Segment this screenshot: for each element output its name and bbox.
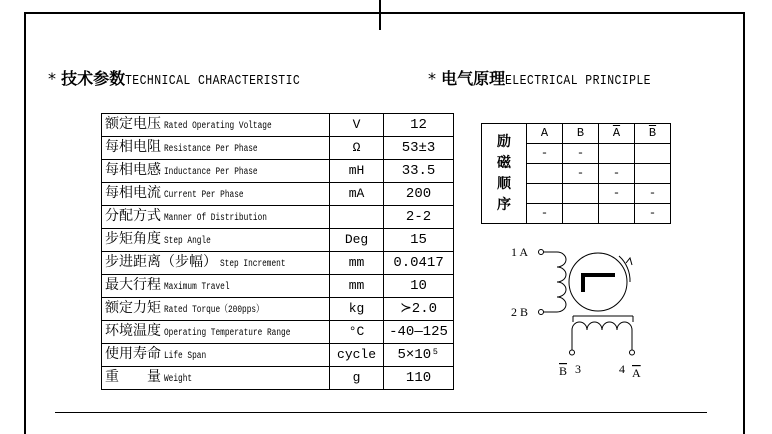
spec-value: 0.0417 xyxy=(384,252,454,275)
spec-name xyxy=(102,206,330,229)
sequence-cell xyxy=(599,204,635,224)
spec-row xyxy=(102,344,454,367)
spec-value: -40—125 xyxy=(384,321,454,344)
spec-name-en: Manner Of Distribution xyxy=(164,213,267,224)
terminal-4-num: 4 xyxy=(619,362,625,376)
sequence-cell xyxy=(563,184,599,204)
sequence-header: $\overline{A}$ xyxy=(599,124,635,144)
spec-table xyxy=(101,113,454,390)
spec-value: ≻2.0 xyxy=(384,298,454,321)
spec-name xyxy=(102,114,330,137)
spec-name-en: Current Per Phase xyxy=(164,190,244,201)
spec-value: 15 xyxy=(384,229,454,252)
technical-heading-en: TECHNICAL CHARACTERISTIC xyxy=(125,73,301,89)
sequence-label-char: 磁 xyxy=(497,154,511,171)
sequence-cell xyxy=(599,144,635,164)
sequence-header-row xyxy=(482,124,671,144)
terminal-3-bar-label: B xyxy=(559,364,568,378)
terminal-1-dot xyxy=(539,250,544,255)
spec-name-cn: 步矩角度 xyxy=(105,231,161,247)
technical-heading-cn: 技术参数 xyxy=(61,69,126,88)
sequence-cell: - xyxy=(635,184,671,204)
sequence-header: B xyxy=(563,124,599,144)
spec-name-cn: 最大行程 xyxy=(105,277,161,293)
sequence-cell: - xyxy=(635,204,671,224)
sequence-cell xyxy=(563,204,599,224)
spec-unit: °C xyxy=(330,321,384,344)
sequence-label-char: 顺 xyxy=(497,175,511,192)
sequence-cell xyxy=(635,164,671,184)
spec-name-cn: 每相电阻 xyxy=(105,139,161,155)
spec-name-cn: 额定力矩 xyxy=(105,300,161,316)
spec-name-cn: 分配方式 xyxy=(105,208,161,224)
spec-value: 2-2 xyxy=(384,206,454,229)
spec-name xyxy=(102,344,330,367)
spec-row xyxy=(102,298,454,321)
spec-name-en: Step Angle xyxy=(164,236,211,247)
wiring-diagram xyxy=(495,238,665,388)
spec-unit: cycle xyxy=(330,344,384,367)
terminal-2-label: 2 B xyxy=(511,305,529,319)
spec-unit: mA xyxy=(330,183,384,206)
terminal-4-bar-label: A xyxy=(632,366,641,380)
excitation-sequence-table xyxy=(481,123,671,224)
sequence-cell: - xyxy=(599,184,635,204)
spec-name-cn: 重 量 xyxy=(105,369,161,385)
spec-name-cn: 环境温度 xyxy=(105,323,161,339)
technical-heading xyxy=(48,66,339,89)
spec-name xyxy=(102,229,330,252)
sequence-cell xyxy=(527,164,563,184)
spec-value: 12 xyxy=(384,114,454,137)
spec-name-cn: 每相电感 xyxy=(105,162,161,178)
spec-name xyxy=(102,298,330,321)
sequence-cell: - xyxy=(527,144,563,164)
spec-unit: mH xyxy=(330,160,384,183)
spec-value: 200 xyxy=(384,183,454,206)
spec-unit: Deg xyxy=(330,229,384,252)
spec-row xyxy=(102,367,454,390)
spec-name xyxy=(102,321,330,344)
spec-name-en: Rated Operating Voltage xyxy=(164,121,272,132)
spec-unit: kg xyxy=(330,298,384,321)
coil-a xyxy=(544,252,567,312)
bottom-rule xyxy=(55,412,707,413)
spec-unit: g xyxy=(330,367,384,390)
sequence-cell xyxy=(527,184,563,204)
principle-heading-en: ELECTRICAL PRINCIPLE xyxy=(505,73,652,89)
spec-name xyxy=(102,137,330,160)
terminal-1-label: 1 A xyxy=(511,245,529,259)
bullet-mark: * xyxy=(48,69,56,88)
sequence-cell: - xyxy=(599,164,635,184)
sequence-cell: - xyxy=(527,204,563,224)
frame-top-tick xyxy=(379,0,381,30)
spec-name xyxy=(102,252,330,275)
spec-value: 10 xyxy=(384,275,454,298)
principle-heading-cn: 电气原理 xyxy=(441,69,506,88)
spec-name-en: Step Increment xyxy=(220,259,286,270)
spec-name-en: Rated Torque（200pps） xyxy=(164,305,264,316)
spec-name-en: Resistance Per Phase xyxy=(164,144,258,155)
spec-name xyxy=(102,367,330,390)
spec-value: 110 xyxy=(384,367,454,390)
terminal-3-dot xyxy=(570,350,575,355)
sequence-cell: - xyxy=(563,144,599,164)
spec-value: 5×10⁵ xyxy=(384,344,454,367)
spec-row xyxy=(102,137,454,160)
sequence-cell xyxy=(635,144,671,164)
principle-heading xyxy=(428,66,683,89)
terminal-3-num: 3 xyxy=(575,362,581,376)
spec-row xyxy=(102,114,454,137)
spec-unit xyxy=(330,206,384,229)
bullet-mark: * xyxy=(428,69,436,88)
terminal-4-dot xyxy=(630,350,635,355)
sequence-header: $\overline{B}$ xyxy=(635,124,671,144)
sequence-label-char: 序 xyxy=(497,196,511,213)
terminal-2-dot xyxy=(539,310,544,315)
spec-name xyxy=(102,160,330,183)
spec-name-en: Operating Temperature Range xyxy=(164,328,291,339)
spec-value: 53±3 xyxy=(384,137,454,160)
spec-value: 33.5 xyxy=(384,160,454,183)
spec-name-en: Life Span xyxy=(164,351,207,362)
spec-row xyxy=(102,160,454,183)
spec-row xyxy=(102,229,454,252)
spec-row xyxy=(102,206,454,229)
sequence-cell: - xyxy=(563,164,599,184)
rotation-arrowhead xyxy=(626,258,632,265)
spec-name-cn: 步进距离（步幅） xyxy=(105,254,217,270)
spec-name-cn: 使用寿命 xyxy=(105,346,161,362)
rotor-circle xyxy=(569,253,627,311)
sequence-label xyxy=(482,124,527,224)
spec-row xyxy=(102,252,454,275)
spec-name xyxy=(102,275,330,298)
spec-name xyxy=(102,183,330,206)
rotor-pole xyxy=(581,273,615,292)
coil-b-core xyxy=(573,316,633,322)
spec-unit: mm xyxy=(330,275,384,298)
spec-row xyxy=(102,321,454,344)
spec-unit: Ω xyxy=(330,137,384,160)
spec-row xyxy=(102,275,454,298)
sequence-label-char: 励 xyxy=(497,133,511,150)
spec-row xyxy=(102,183,454,206)
coil-b xyxy=(572,322,632,336)
spec-name-en: Weight xyxy=(164,374,193,385)
spec-unit: mm xyxy=(330,252,384,275)
spec-name-en: Maximum Travel xyxy=(164,282,230,293)
spec-name-en: Inductance Per Phase xyxy=(164,167,258,178)
spec-unit: V xyxy=(330,114,384,137)
spec-name-cn: 每相电流 xyxy=(105,185,161,201)
spec-name-cn: 额定电压 xyxy=(105,116,161,132)
sequence-header: A xyxy=(527,124,563,144)
